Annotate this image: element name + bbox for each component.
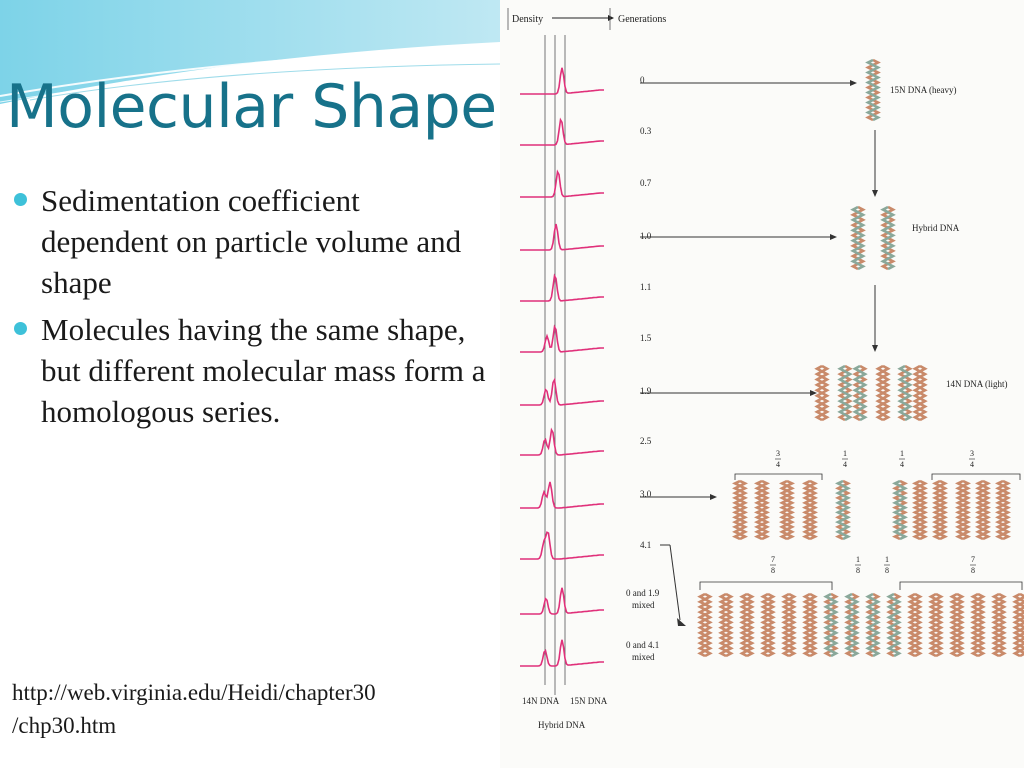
meselson-stahl-figure bbox=[500, 0, 1024, 768]
fraction-label: 4 bbox=[776, 460, 780, 469]
bullet-dot-icon bbox=[14, 322, 27, 335]
density-traces bbox=[520, 68, 604, 666]
arrow-head-icon bbox=[608, 15, 614, 21]
dna-helix-icon bbox=[700, 594, 710, 656]
generation-label: 0.7 bbox=[640, 178, 652, 188]
density-trace bbox=[520, 224, 604, 250]
density-trace bbox=[520, 327, 604, 352]
dna-helix-icon bbox=[838, 481, 848, 539]
dna-helix-icon bbox=[1015, 594, 1024, 656]
generation-label: 0 and 1.9 bbox=[626, 588, 660, 598]
dna-helix-icon bbox=[958, 481, 968, 539]
dna-helix-icon bbox=[826, 594, 836, 656]
dna-helix-icon bbox=[840, 366, 850, 420]
dna-helix-icon bbox=[847, 594, 857, 656]
bullet-item bbox=[14, 180, 494, 303]
density-trace bbox=[520, 68, 604, 94]
dna-helix-icon bbox=[757, 481, 767, 539]
dna-helix-icon bbox=[853, 207, 863, 269]
source-url-line: /chp30.htm bbox=[12, 713, 117, 738]
dna-helix-icon bbox=[763, 594, 773, 656]
fraction-brackets bbox=[700, 449, 1022, 590]
dna-helix-icon bbox=[889, 594, 899, 656]
slide-title: Molecular Shape bbox=[6, 72, 497, 142]
fraction-label: 8 bbox=[771, 566, 775, 575]
dna-helix-icon bbox=[868, 594, 878, 656]
generation-label: 1.9 bbox=[640, 386, 652, 396]
bullet-dot-icon bbox=[14, 193, 27, 206]
generation-label: 2.5 bbox=[640, 436, 652, 446]
dna-helix-icon bbox=[742, 594, 752, 656]
dna-helix-icon bbox=[784, 594, 794, 656]
dna-helix-icon bbox=[994, 594, 1004, 656]
bullet-item bbox=[14, 309, 494, 432]
dna-helix-icon bbox=[998, 481, 1008, 539]
light-dna-label: 14N DNA (light) bbox=[946, 379, 1008, 389]
flow-arrowheads bbox=[677, 80, 878, 626]
fraction-label: 8 bbox=[885, 566, 889, 575]
fraction-label: 1 bbox=[885, 555, 889, 564]
generation-label: 3.0 bbox=[640, 489, 652, 499]
bullet-text: Sedimentation coefficient dependent on particle volume and shape bbox=[41, 183, 462, 300]
bottom-heavy-dna-label: 15N DNA bbox=[570, 696, 608, 706]
flow-arrow bbox=[670, 545, 680, 620]
dna-helix-icon bbox=[868, 60, 878, 120]
fraction-label: 3 bbox=[776, 449, 780, 458]
fraction-label: 3 bbox=[970, 449, 974, 458]
dna-helix-icon bbox=[900, 366, 910, 420]
generation-label: 0 bbox=[640, 75, 645, 85]
generation-label: mixed bbox=[632, 600, 655, 610]
generation-label: mixed bbox=[632, 652, 655, 662]
dna-helix-icon bbox=[915, 481, 925, 539]
bullet-text: Molecules having the same shape, but different molecular mass form a homologous series. bbox=[41, 312, 486, 429]
arrow-head-icon bbox=[850, 80, 857, 86]
dna-helix-icon bbox=[978, 481, 988, 539]
dna-helix-icon bbox=[931, 594, 941, 656]
fraction-label: 7 bbox=[771, 555, 775, 564]
density-trace bbox=[520, 276, 604, 301]
bottom-light-dna-label: 14N DNA bbox=[522, 696, 560, 706]
fraction-label: 1 bbox=[856, 555, 860, 564]
dna-helix-icon bbox=[883, 207, 893, 269]
fraction-label: 7 bbox=[971, 555, 975, 564]
dna-helix-icon bbox=[895, 481, 905, 539]
generation-label: 1.5 bbox=[640, 333, 652, 343]
fraction-label: 4 bbox=[843, 460, 847, 469]
fraction-label: 8 bbox=[971, 566, 975, 575]
arrow-head-icon bbox=[830, 234, 837, 240]
density-label: Density bbox=[512, 14, 544, 25]
dna-helices bbox=[700, 60, 1024, 656]
generation-label: 1.0 bbox=[640, 231, 652, 241]
dna-helix-icon bbox=[935, 481, 945, 539]
fraction-label: 1 bbox=[843, 449, 847, 458]
arrow-head-icon bbox=[872, 345, 878, 352]
arrow-head-icon bbox=[872, 190, 878, 197]
dna-helix-icon bbox=[805, 594, 815, 656]
dna-helix-icon bbox=[782, 481, 792, 539]
flow-arrows bbox=[640, 83, 875, 620]
dna-helix-icon bbox=[878, 366, 888, 420]
density-trace bbox=[520, 588, 604, 614]
arrow-head-icon bbox=[677, 618, 686, 626]
density-trace bbox=[520, 430, 604, 455]
figure-svg bbox=[500, 0, 1024, 768]
hybrid-dna-label: Hybrid DNA bbox=[912, 223, 960, 233]
density-trace bbox=[520, 482, 604, 508]
generations-label: Generations bbox=[618, 14, 667, 25]
density-trace bbox=[520, 380, 604, 405]
density-trace bbox=[520, 640, 604, 666]
density-trace bbox=[520, 532, 604, 559]
density-trace bbox=[520, 120, 604, 145]
generation-label: 1.1 bbox=[640, 282, 652, 292]
dna-helix-icon bbox=[817, 366, 827, 420]
fraction-label: 4 bbox=[970, 460, 974, 469]
fraction-label: 4 bbox=[900, 460, 904, 469]
generation-label: 0 and 4.1 bbox=[626, 640, 660, 650]
dna-helix-icon bbox=[973, 594, 983, 656]
bullet-list bbox=[14, 180, 494, 438]
dna-helix-icon bbox=[721, 594, 731, 656]
source-url-line: http://web.virginia.edu/Heidi/chapter30 bbox=[12, 680, 376, 705]
dna-helix-icon bbox=[910, 594, 920, 656]
dna-helix-icon bbox=[805, 481, 815, 539]
heavy-dna-label: 15N DNA (heavy) bbox=[890, 85, 957, 95]
dna-helix-icon bbox=[855, 366, 865, 420]
arrow-head-icon bbox=[710, 494, 717, 500]
density-trace bbox=[520, 172, 604, 197]
fraction-label: 8 bbox=[856, 566, 860, 575]
bottom-hybrid-dna-label: Hybrid DNA bbox=[538, 720, 586, 730]
dna-helix-icon bbox=[915, 366, 925, 420]
generation-label: 4.1 bbox=[640, 540, 652, 550]
source-url bbox=[12, 676, 492, 742]
dna-helix-icon bbox=[952, 594, 962, 656]
dna-helix-icon bbox=[735, 481, 745, 539]
generation-labels bbox=[626, 75, 660, 662]
generation-label: 0.3 bbox=[640, 126, 652, 136]
fraction-label: 1 bbox=[900, 449, 904, 458]
